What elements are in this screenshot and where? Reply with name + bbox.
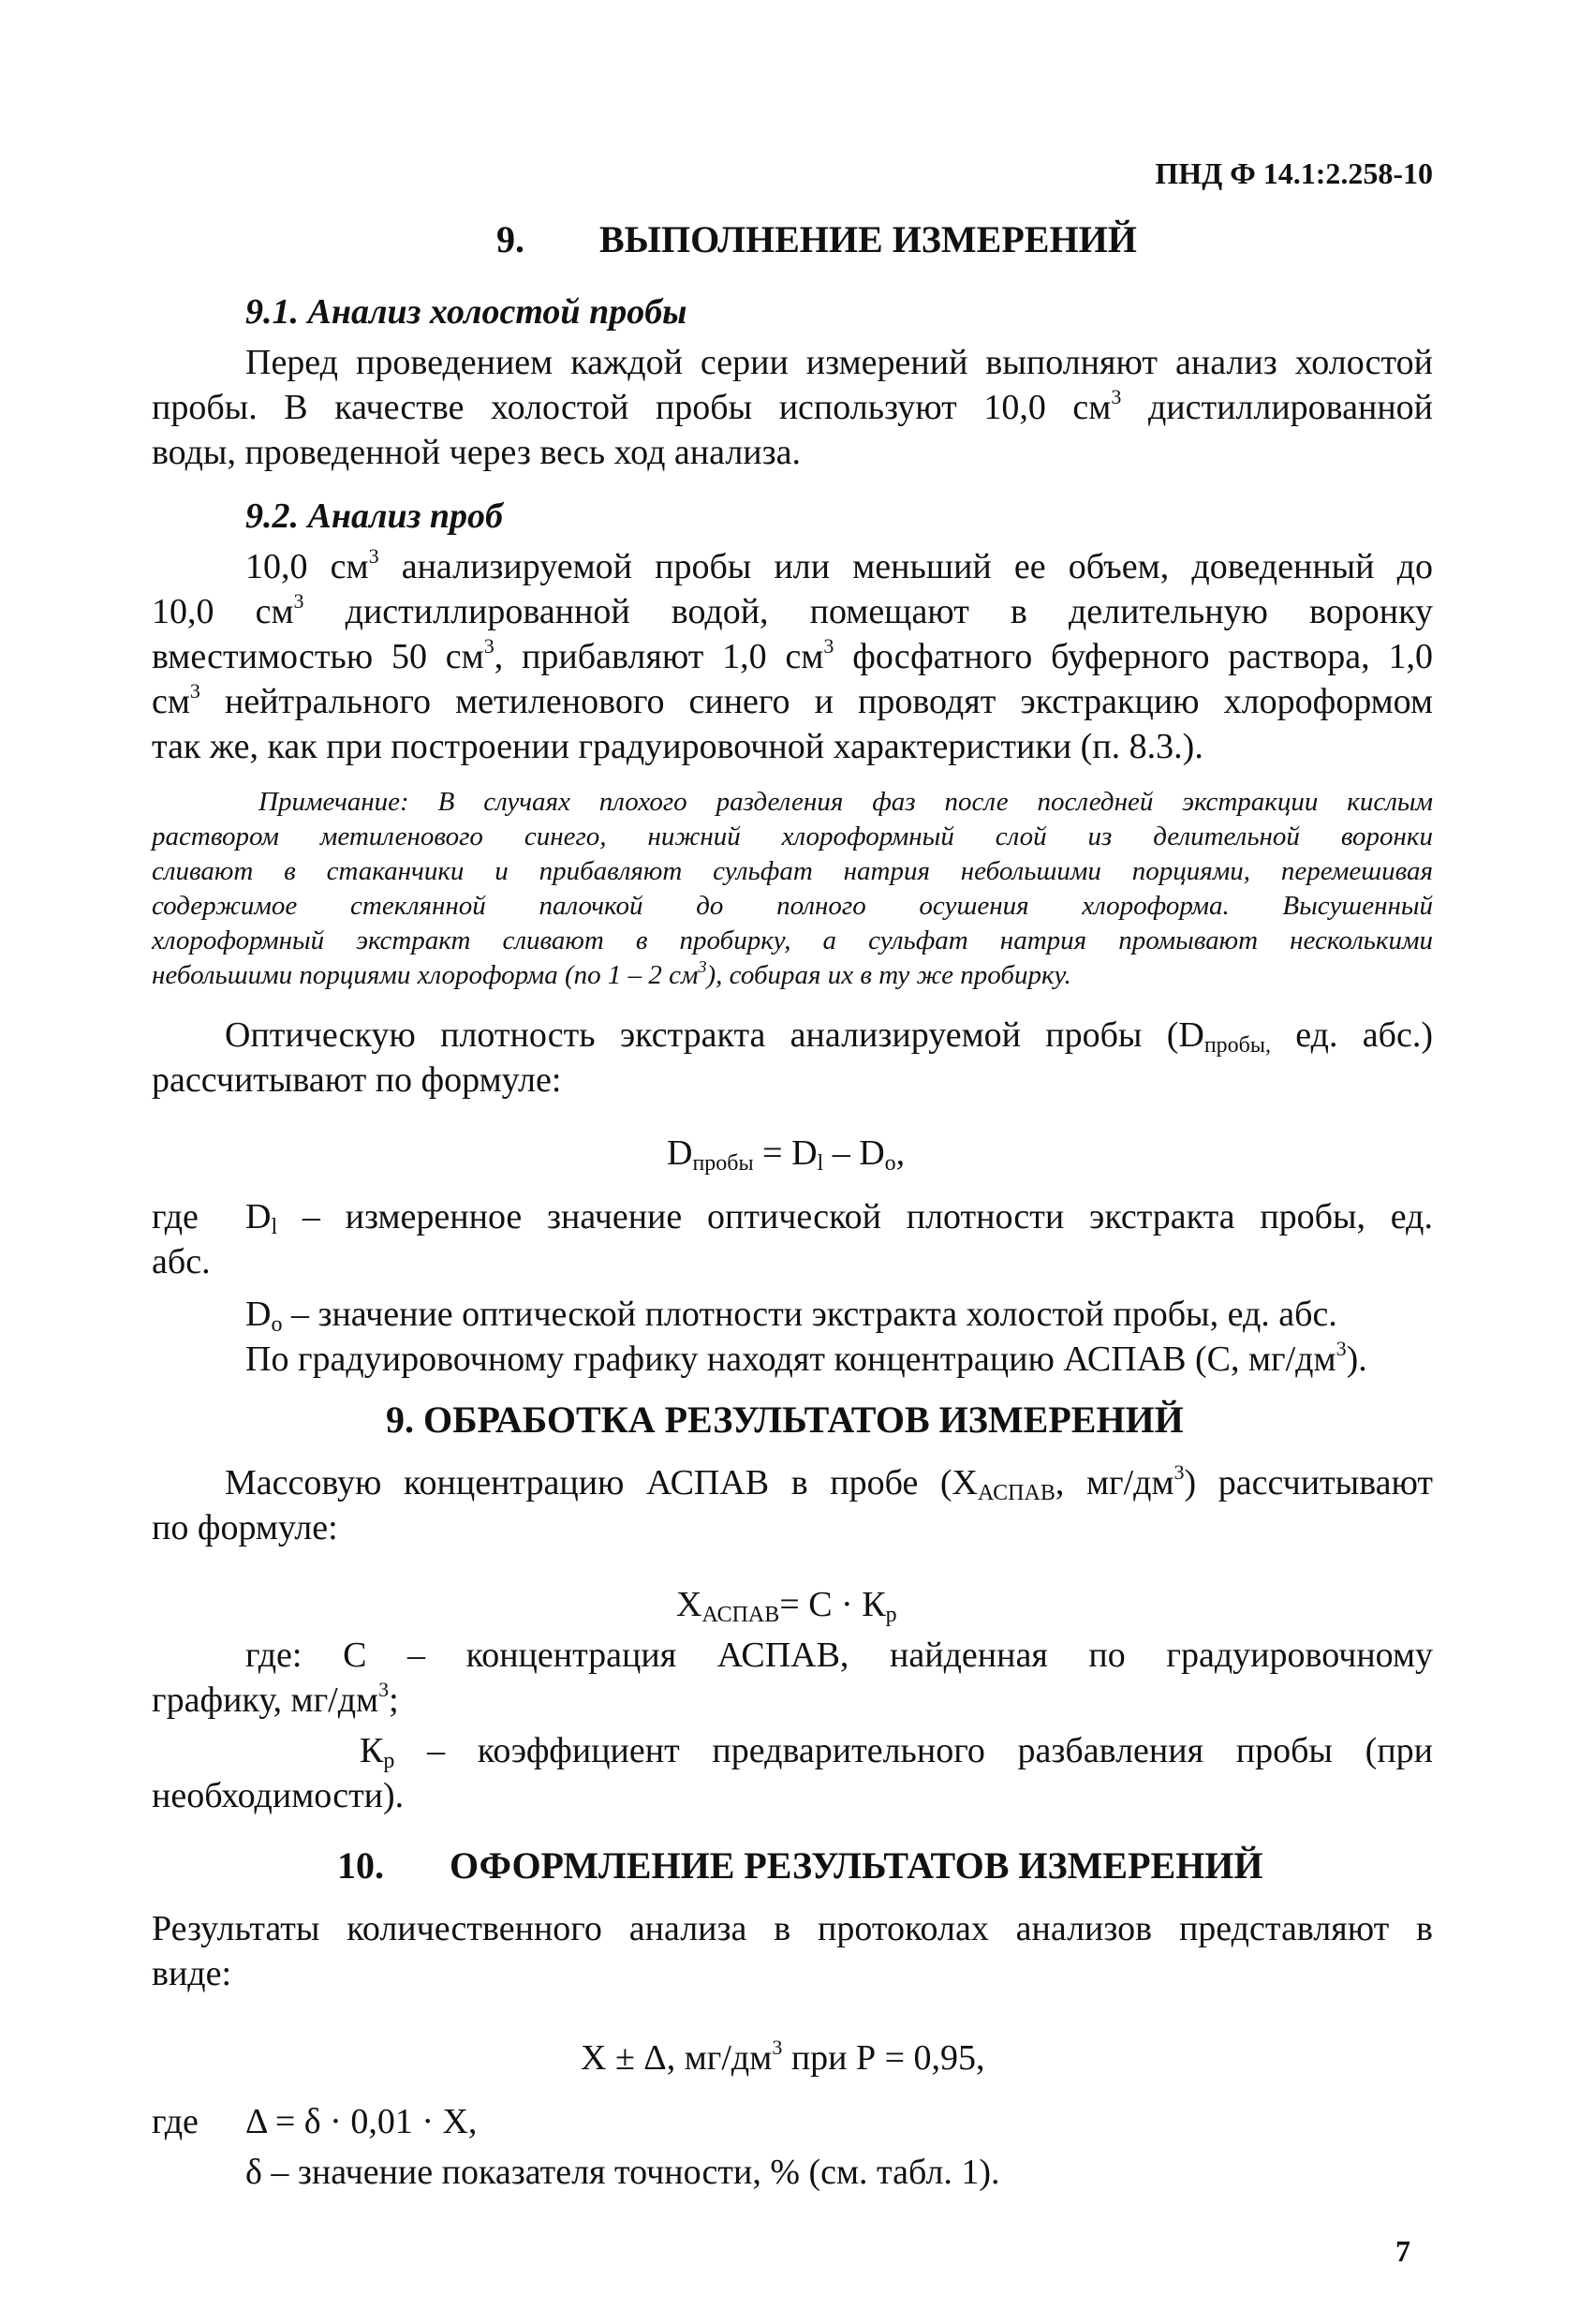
section-10-number: 10. xyxy=(337,1844,384,1887)
processing-where-c-unit: графику, $мг/дм^3$; xyxy=(152,1678,399,1720)
processing-heading: 9. ОБРАБОТКА РЕЗУЛЬТАТОВ ИЗМЕРЕНИЙ xyxy=(386,1399,1184,1441)
para-9-2-line2: 10,0 $см^3$ дистиллированной водой, помещают в делительную воронку xyxy=(152,589,1433,631)
where-abs: абс. xyxy=(152,1242,211,1281)
delta-formula: Δ = δ · 0,01 · Х, xyxy=(245,2102,478,2141)
section-10-line2: виде: xyxy=(152,1954,232,1993)
section-9-title: ВЫПОЛНЕНИЕ ИЗМЕРЕНИЙ xyxy=(599,218,1137,260)
note-line3: сливают в стаканчики и прибавляют сульфат натрия небольшими порциями, перемешивая xyxy=(152,856,1433,886)
note-line4: содержимое стеклянной палочкой до полного осушения хлороформа. Высушенный xyxy=(152,891,1433,921)
where-d1: $D_l$ – измеренное значение оптической плотности экстракта пробы, ед. xyxy=(245,1197,1433,1239)
delta-definition: δ – значение показателя точности, % (см. табл. 1). xyxy=(245,2153,1000,2192)
processing-line1: Массовую концентрацию АСПАВ в пробе ($Х_{АСПАВ}$, $мг/дм^3$) рассчитывают xyxy=(225,1460,1433,1505)
para-9-2-line1: 10,0 $см^3$ анализируемой пробы или меньший ее объем, доведенный до xyxy=(245,544,1433,586)
section-9-number: 9. xyxy=(496,218,524,260)
processing-where-kp: $К_р$ – коэффициент предварительного разбавления пробы (при xyxy=(360,1731,1433,1773)
graph-concentration-line: По градуировочному графику находят концентрацию АСПАВ (С, $мг/дм^3$). xyxy=(245,1337,1367,1379)
processing-where-kp-end: необходимости). xyxy=(152,1776,405,1815)
section-10-title: ОФОРМЛЕНИЕ РЕЗУЛЬТАТОВ ИЗМЕРЕНИЙ xyxy=(450,1844,1263,1887)
note-line2: раствором метиленового синего, нижний хлороформный слой из делительной воронки xyxy=(152,822,1433,851)
para-9-1-line1: Перед проведением каждой серии измерений выполняют анализ холостой xyxy=(245,343,1433,382)
subsection-9-1-title: 9.1. Анализ холостой пробы xyxy=(245,292,687,332)
note-line6: небольшими порциями хлороформа (по 1 – 2 $см^3$), собирая их в ту же пробирку. xyxy=(152,957,1071,990)
formula-x-aspav: $Х_{АСПАВ}= С \cdot К_р$ xyxy=(676,1585,897,1627)
para-9-1-line2: пробы. В качестве холостой пробы используют 10,0 $см^3$ дистиллированной xyxy=(152,385,1433,427)
formula-d-proby: $D_{пробы} = D_l - D_o$, xyxy=(667,1133,906,1176)
processing-line2: по формуле: xyxy=(152,1508,338,1547)
para-9-1-line3: воды, проведенной через весь ход анализа. xyxy=(152,433,801,472)
where-label: где xyxy=(152,1197,199,1236)
para-9-2-line3: вместимостью 50 $см^3$, прибавляют 1,0 $см^3$ фосфатного буферного раствора, 1,0 xyxy=(152,634,1434,676)
section-9-heading xyxy=(496,217,1137,262)
para-9-2-line4: $см^3$ нейтрального метиленового синего и проводят экстракцию хлороформом xyxy=(152,679,1433,721)
para-9-2-line5: так же, как при построении градуировочной характеристики (п. 8.3.). xyxy=(152,727,1203,766)
optical-line1: Оптическую плотность экстракта анализируемой пробы ($D_{пробы,}$ ед. абс.) xyxy=(225,1015,1433,1058)
where-do: $D_o$ – значение оптической плотности экстракта холостой пробы, ед. абс. xyxy=(245,1295,1337,1337)
processing-where-c: где: С – концентрация АСПАВ, найденная по градуировочному xyxy=(245,1636,1433,1675)
optical-line2: рассчитывают по формуле: xyxy=(152,1060,562,1100)
subsection-9-2-title: 9.2. Анализ проб xyxy=(245,496,503,536)
result-formula: Х ± Δ, $мг/дм^3$ при Р = 0,95, xyxy=(581,2035,985,2078)
page-number: 7 xyxy=(1395,2234,1410,2268)
document-code: ПНД Ф 14.1:2.258-10 xyxy=(1155,156,1433,190)
section-10-line1: Результаты количественного анализа в протоколах анализов представляют в xyxy=(152,1909,1433,1948)
section-10-heading xyxy=(337,1843,1263,1888)
note-line1: Примечание: В случаях плохого разделения фаз после последней экстракции кислым xyxy=(258,787,1433,817)
note-line5: хлороформный экстракт сливают в пробирку, а сульфат натрия промывают несколькими xyxy=(152,925,1433,955)
section-10-where: где xyxy=(152,2102,199,2141)
